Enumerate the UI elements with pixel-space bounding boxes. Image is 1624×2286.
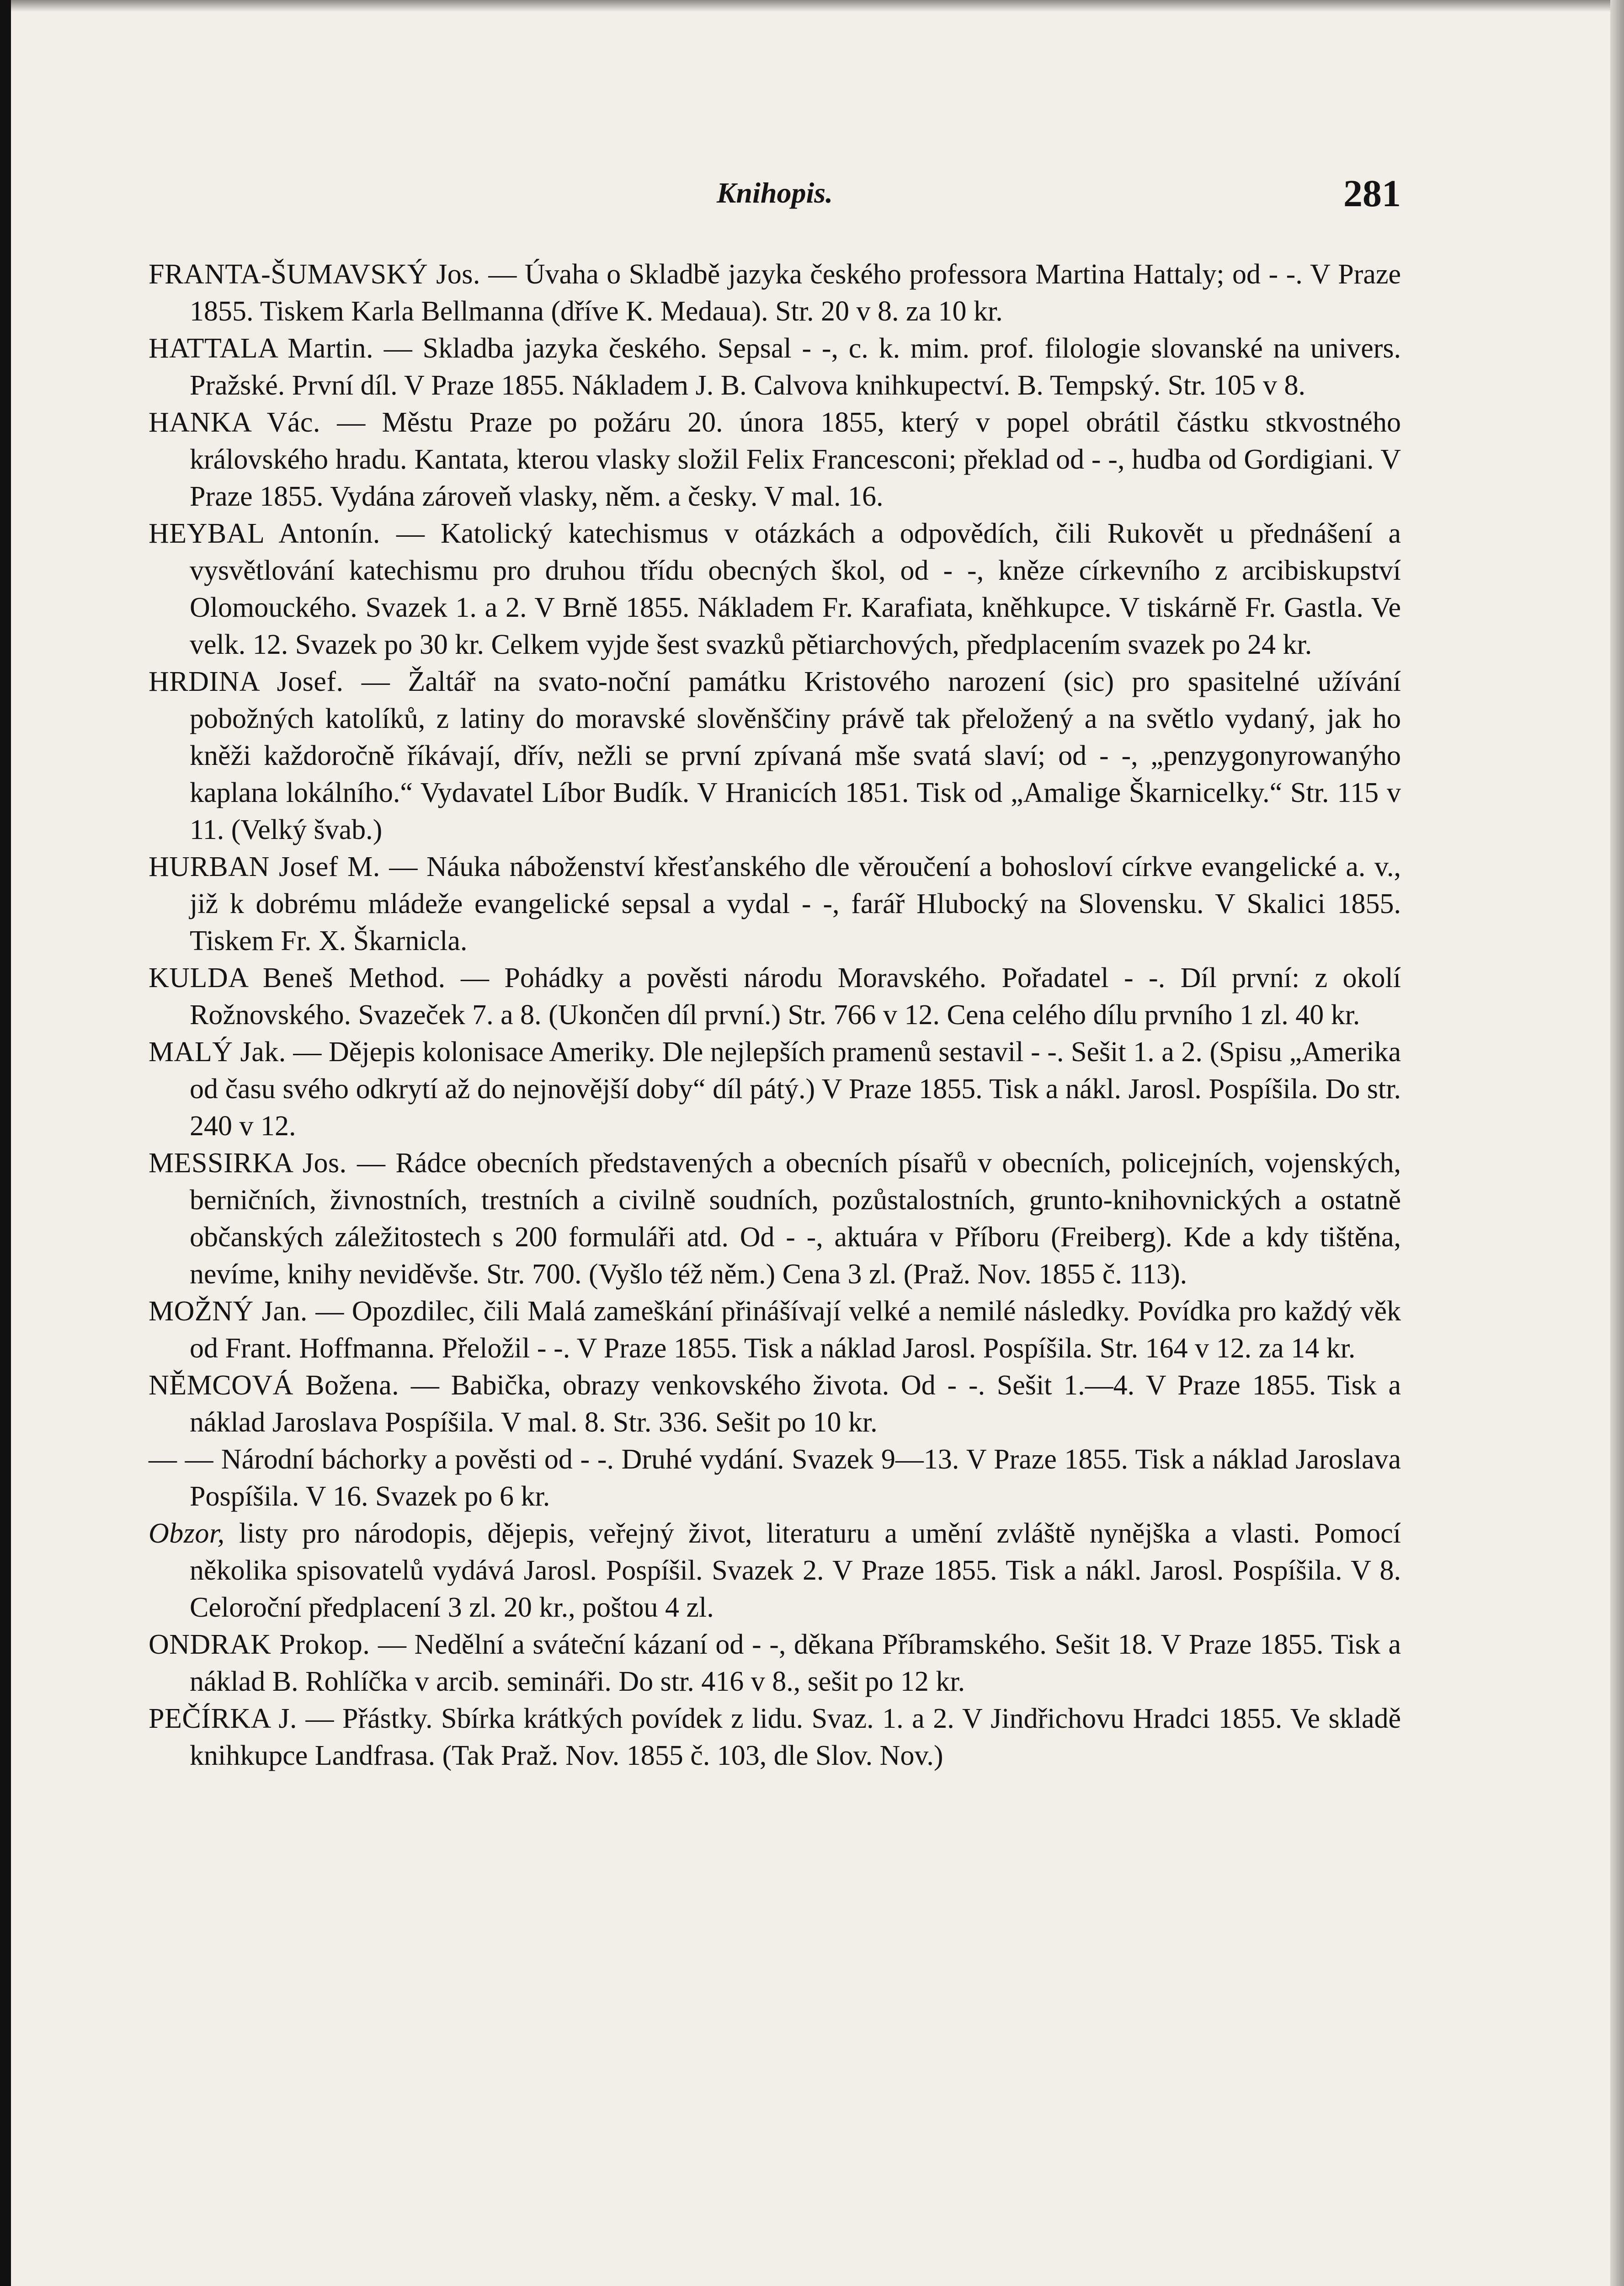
entry-author: MALÝ Jak. (149, 1036, 286, 1068)
entry-author: HRDINA Josef. (149, 666, 344, 697)
page-number: 281 (1343, 172, 1401, 215)
bibliography-list (149, 256, 1401, 1774)
running-head (149, 171, 1401, 226)
entry-author: HURBAN Josef M. (149, 851, 380, 882)
running-title: Knihopis. (716, 176, 833, 209)
bibliography-entry (149, 960, 1401, 1034)
entry-description: — Přástky. Sbírka krátkých povídek z lidu. Svaz. 1. a 2. V Jindřichovu Hradci 1855. Ve skladě knihkupce Landfrasa. (Tak Praž. Nov. 1855 č. 103, dle Slov. Nov.) (190, 1703, 1401, 1771)
entry-description: — Katolický katechismus v otázkách a odpovědích, čili Rukovět u přednášení a vysvětlování katechismu pro druhou třídu obecných škol, od - -, kněze církevního z arcibiskupství Olomouckého. Svazek 1. a 2. V Brně 1855. Nákladem Fr. Karafiata, kněhkupce. V tiskárně Fr. Gastla. Ve velk. 12. Svazek po 30 kr. Celkem vyjde šest svazků pětiarchových, předplacením svazek po 24 kr. (190, 518, 1401, 660)
entry-description: — Nedělní a sváteční kázaní od - -, děkana Příbramského. Sešit 18. V Praze 1855. Tisk a náklad B. Rohlíčka v arcib. semináři. Do str. 416 v 8., sešit po 12 kr. (190, 1629, 1401, 1697)
entry-author: MESSIRKA Jos. (149, 1148, 347, 1179)
bibliography-entry (149, 663, 1401, 849)
entry-author: HEYBAL Antonín. (149, 518, 380, 549)
entry-author: MOŽNÝ Jan. (149, 1296, 308, 1327)
bibliography-entry (149, 1700, 1401, 1774)
scan-binding-edge (0, 0, 11, 2286)
entry-description: — Rádce obecních představených a obecních písařů v obecních, policejních, vojenských, berničních, živnostních, trestních a civilně soudních, pozůstalostních, grunto-knihovnických a ostatně občanských záležitostech s 200 formuláři atd. Od - -, aktuára v Příboru (Freiberg). Kde a kdy tištěna, nevíme, knihy neviděvše. Str. 700. (Vyšlo též něm.) Cena 3 zl. (Praž. Nov. 1855 č. 113). (190, 1148, 1401, 1290)
entry-author: ONDRAK Prokop. (149, 1629, 370, 1660)
bibliography-entry (149, 1441, 1401, 1515)
bibliography-entry (149, 1293, 1401, 1367)
entry-description: — Náuka náboženství křesťanského dle věroučení a bohosloví církve evangelické a. v., již k dobrému mládeže evangelické sepsal a vydal - -, farář Hlubocký na Slovensku. V Skalici 1855. Tiskem Fr. X. Škarnicla. (190, 851, 1401, 956)
bibliography-entry (149, 330, 1401, 404)
entry-author: KULDA Beneš Method. (149, 962, 446, 993)
bibliography-entry (149, 1145, 1401, 1293)
entry-author: FRANTA-ŠUMAVSKÝ Jos. (149, 259, 480, 290)
bibliography-entry (149, 1515, 1401, 1626)
entry-description: — Dějepis kolonisace Ameriky. Dle nejlepších pramenů sestavil - -. Sešit 1. a 2. (Spisu „Amerika od času svého odkrytí až do nejnovější doby“ díl pátý.) V Praze 1855. Tisk a nákl. Jarosl. Pospíšila. Do str. 240 v 12. (190, 1036, 1401, 1142)
bibliography-entry (149, 1626, 1401, 1700)
entry-description: Národní báchorky a pověsti od - -. Druhé vydání. Svazek 9—13. V Praze 1855. Tisk a náklad Jaroslava Pospíšila. V 16. Svazek po 6 kr. (190, 1444, 1401, 1512)
entry-author: — — (149, 1444, 214, 1475)
entry-description: — Skladba jazyka českého. Sepsal - -, c. k. mim. prof. filologie slovanské na univers. Pražské. První díl. V Praze 1855. Nákladem J. B. Calvova knihkupectví. B. Tempský. Str. 105 v 8. (190, 333, 1401, 401)
bibliography-entry (149, 1367, 1401, 1441)
entry-description: — Opozdilec, čili Malá zameškání přinášívají velké a nemilé následky. Povídka pro každý věk od Frant. Hoffmanna. Přeložil - -. V Praze 1855. Tisk a náklad Jarosl. Pospíšila. Str. 164 v 12. za 14 kr. (190, 1296, 1401, 1364)
entry-author: HATTALA Martin. (149, 333, 373, 364)
entry-author: NĚMCOVÁ Božena. (149, 1370, 399, 1401)
scan-top-edge (0, 0, 1624, 12)
entry-description: — Pohádky a pověsti národu Moravského. Pořadatel - -. Díl první: z okolí Rožnovského. Svazeček 7. a 8. (Ukončen díl první.) Str. 766 v 12. Cena celého dílu prvního 1 zl. 40 kr. (190, 962, 1401, 1031)
entry-description: listy pro národopis, dějepis, veřejný život, literaturu a umění zvláště nynějška a vlasti. Pomocí několika spisovatelů vydává Jarosl. Pospíšil. Svazek 2. V Praze 1855. Tisk a nákl. Jarosl. Pospíšila. V 8. Celoroční předplacení 3 zl. 20 kr., poštou 4 zl. (190, 1518, 1401, 1623)
entry-description: — Městu Praze po požáru 20. února 1855, který v popel obrátil částku stkvostného královského hradu. Kantata, kterou vlasky složil Felix Francesconi; překlad od - -, hudba od Gordigiani. V Praze 1855. Vydána zároveň vlasky, něm. a česky. V mal. 16. (190, 407, 1401, 512)
scan-right-edge (1610, 0, 1624, 2286)
entry-author: PEČÍRKA J. (149, 1703, 297, 1734)
bibliography-entry (149, 849, 1401, 960)
bibliography-entry (149, 1034, 1401, 1145)
bibliography-entry (149, 404, 1401, 515)
entry-author: Obzor, (149, 1518, 225, 1549)
entry-description: — Žaltář na svato-noční památku Kristového narození (sic) pro spasitelné užívání pobožných katolíků, z latiny do moravské slověnščiny právě tak přeložený a na světlo vydaný, jak ho kněži každoročně říkávají, dřív, nežli se první zpívaná mše svatá slaví; od - -, „penzygonyrowanýho kaplana lokálního.“ Vydavatel Líbor Budík. V Hranicích 1851. Tisk od „Amalige Škarnicelky.“ Str. 115 v 11. (Velký švab.) (190, 666, 1401, 845)
entry-description: — Babička, obrazy venkovského života. Od - -. Sešit 1.—4. V Praze 1855. Tisk a náklad Jaroslava Pospíšila. V mal. 8. Str. 336. Sešit po 10 kr. (190, 1370, 1401, 1438)
bibliography-entry (149, 256, 1401, 330)
bibliography-entry (149, 515, 1401, 663)
entry-description: — Úvaha o Skladbě jazyka českého professora Martina Hattaly; od - -. V Praze 1855. Tiskem Karla Bellmanna (dříve K. Medaua). Str. 20 v 8. za 10 kr. (190, 259, 1401, 327)
entry-author: HANKA Vác. (149, 407, 320, 438)
